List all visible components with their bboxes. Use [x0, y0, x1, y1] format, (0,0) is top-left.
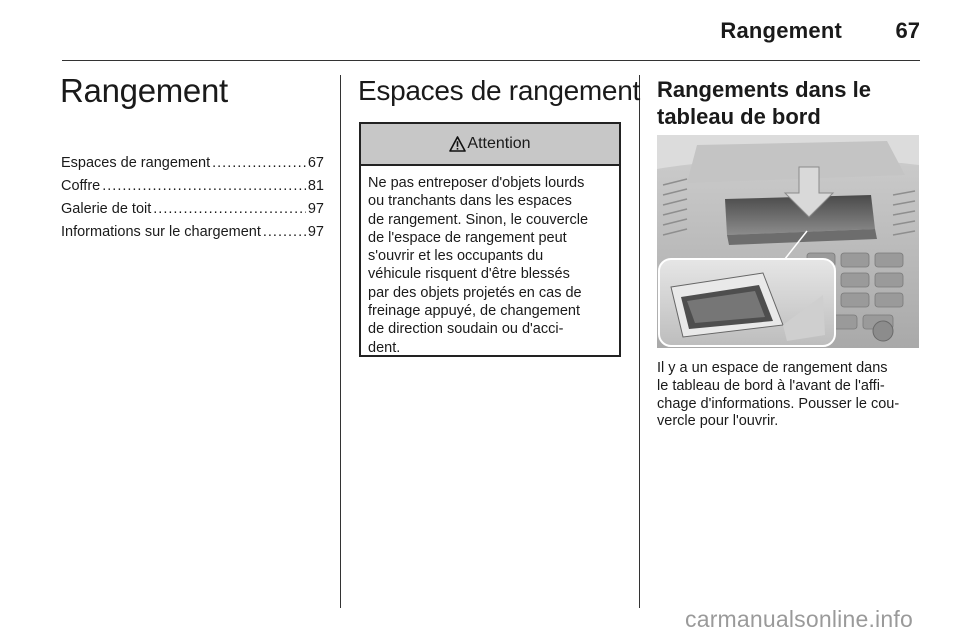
toc-item-page: 97: [307, 201, 324, 217]
subsection-title: [657, 76, 871, 130]
text-line: Il y a un espace de rangement dans: [657, 360, 888, 376]
header-rule: [62, 60, 920, 61]
toc-item-page: 97: [307, 224, 324, 240]
toc-item[interactable]: [61, 175, 324, 198]
column-divider-left: [340, 75, 341, 608]
column-divider-right: [639, 75, 640, 608]
page-number: 67: [895, 18, 920, 43]
toc-item-label: Espaces de rangement: [61, 155, 211, 171]
toc-leader: [102, 175, 306, 198]
warning-line: dent.: [368, 339, 401, 356]
warning-line: Ne pas entreposer d'objets lourds: [368, 175, 585, 191]
toc-item[interactable]: [61, 152, 324, 175]
chapter-title: Rangement: [60, 72, 228, 109]
toc-leader: [153, 198, 306, 221]
toc-item-label: Informations sur le chargement: [61, 224, 261, 240]
warning-line: de direction soudain ou d'acci-: [368, 321, 564, 338]
toc-leader: [263, 221, 306, 244]
dashboard-storage-figure: [657, 135, 919, 348]
warning-line: ou tranchants dans les espaces: [368, 193, 572, 210]
toc-item-label: Galerie de toit: [61, 201, 152, 217]
subsection-title-line: Rangements dans le: [657, 77, 871, 102]
running-header-title: Rangement: [720, 18, 842, 43]
warning-line: véhicule risquent d'être blessés: [368, 266, 570, 283]
text-line: le tableau de bord à l'avant de l'affi-: [657, 377, 885, 394]
warning-line: de l'espace de rangement peut: [368, 229, 567, 246]
table-of-contents: [61, 152, 324, 244]
warning-line: s'ouvrir et les occupants du: [368, 248, 544, 265]
toc-item[interactable]: [61, 221, 324, 244]
warning-text: [361, 166, 619, 357]
toc-item-page: 67: [307, 155, 324, 171]
warning-triangle-icon: [449, 136, 466, 152]
warning-line: par des objets projetés en cas de: [368, 284, 582, 301]
toc-item[interactable]: [61, 198, 324, 221]
warning-line: de rangement. Sinon, le couvercle: [368, 211, 589, 228]
subsection-title-line: tableau de bord: [657, 104, 821, 129]
toc-item-label: Coffre: [61, 178, 101, 194]
warning-heading: Attention: [467, 135, 531, 152]
section-title: Espaces de rangement: [358, 75, 640, 106]
toc-leader: [212, 152, 306, 175]
warning-line: freinage appuyé, de changement: [368, 303, 581, 320]
warning-header: [361, 124, 619, 166]
text-line: chage d'informations. Pousser le cou-: [657, 395, 900, 412]
toc-item-page: 81: [307, 178, 324, 194]
warning-box: [359, 122, 621, 357]
dashboard-storage-text: [657, 360, 923, 431]
watermark: carmanualsonline.info: [685, 606, 913, 632]
text-line: vercle pour l'ouvrir.: [657, 413, 779, 430]
